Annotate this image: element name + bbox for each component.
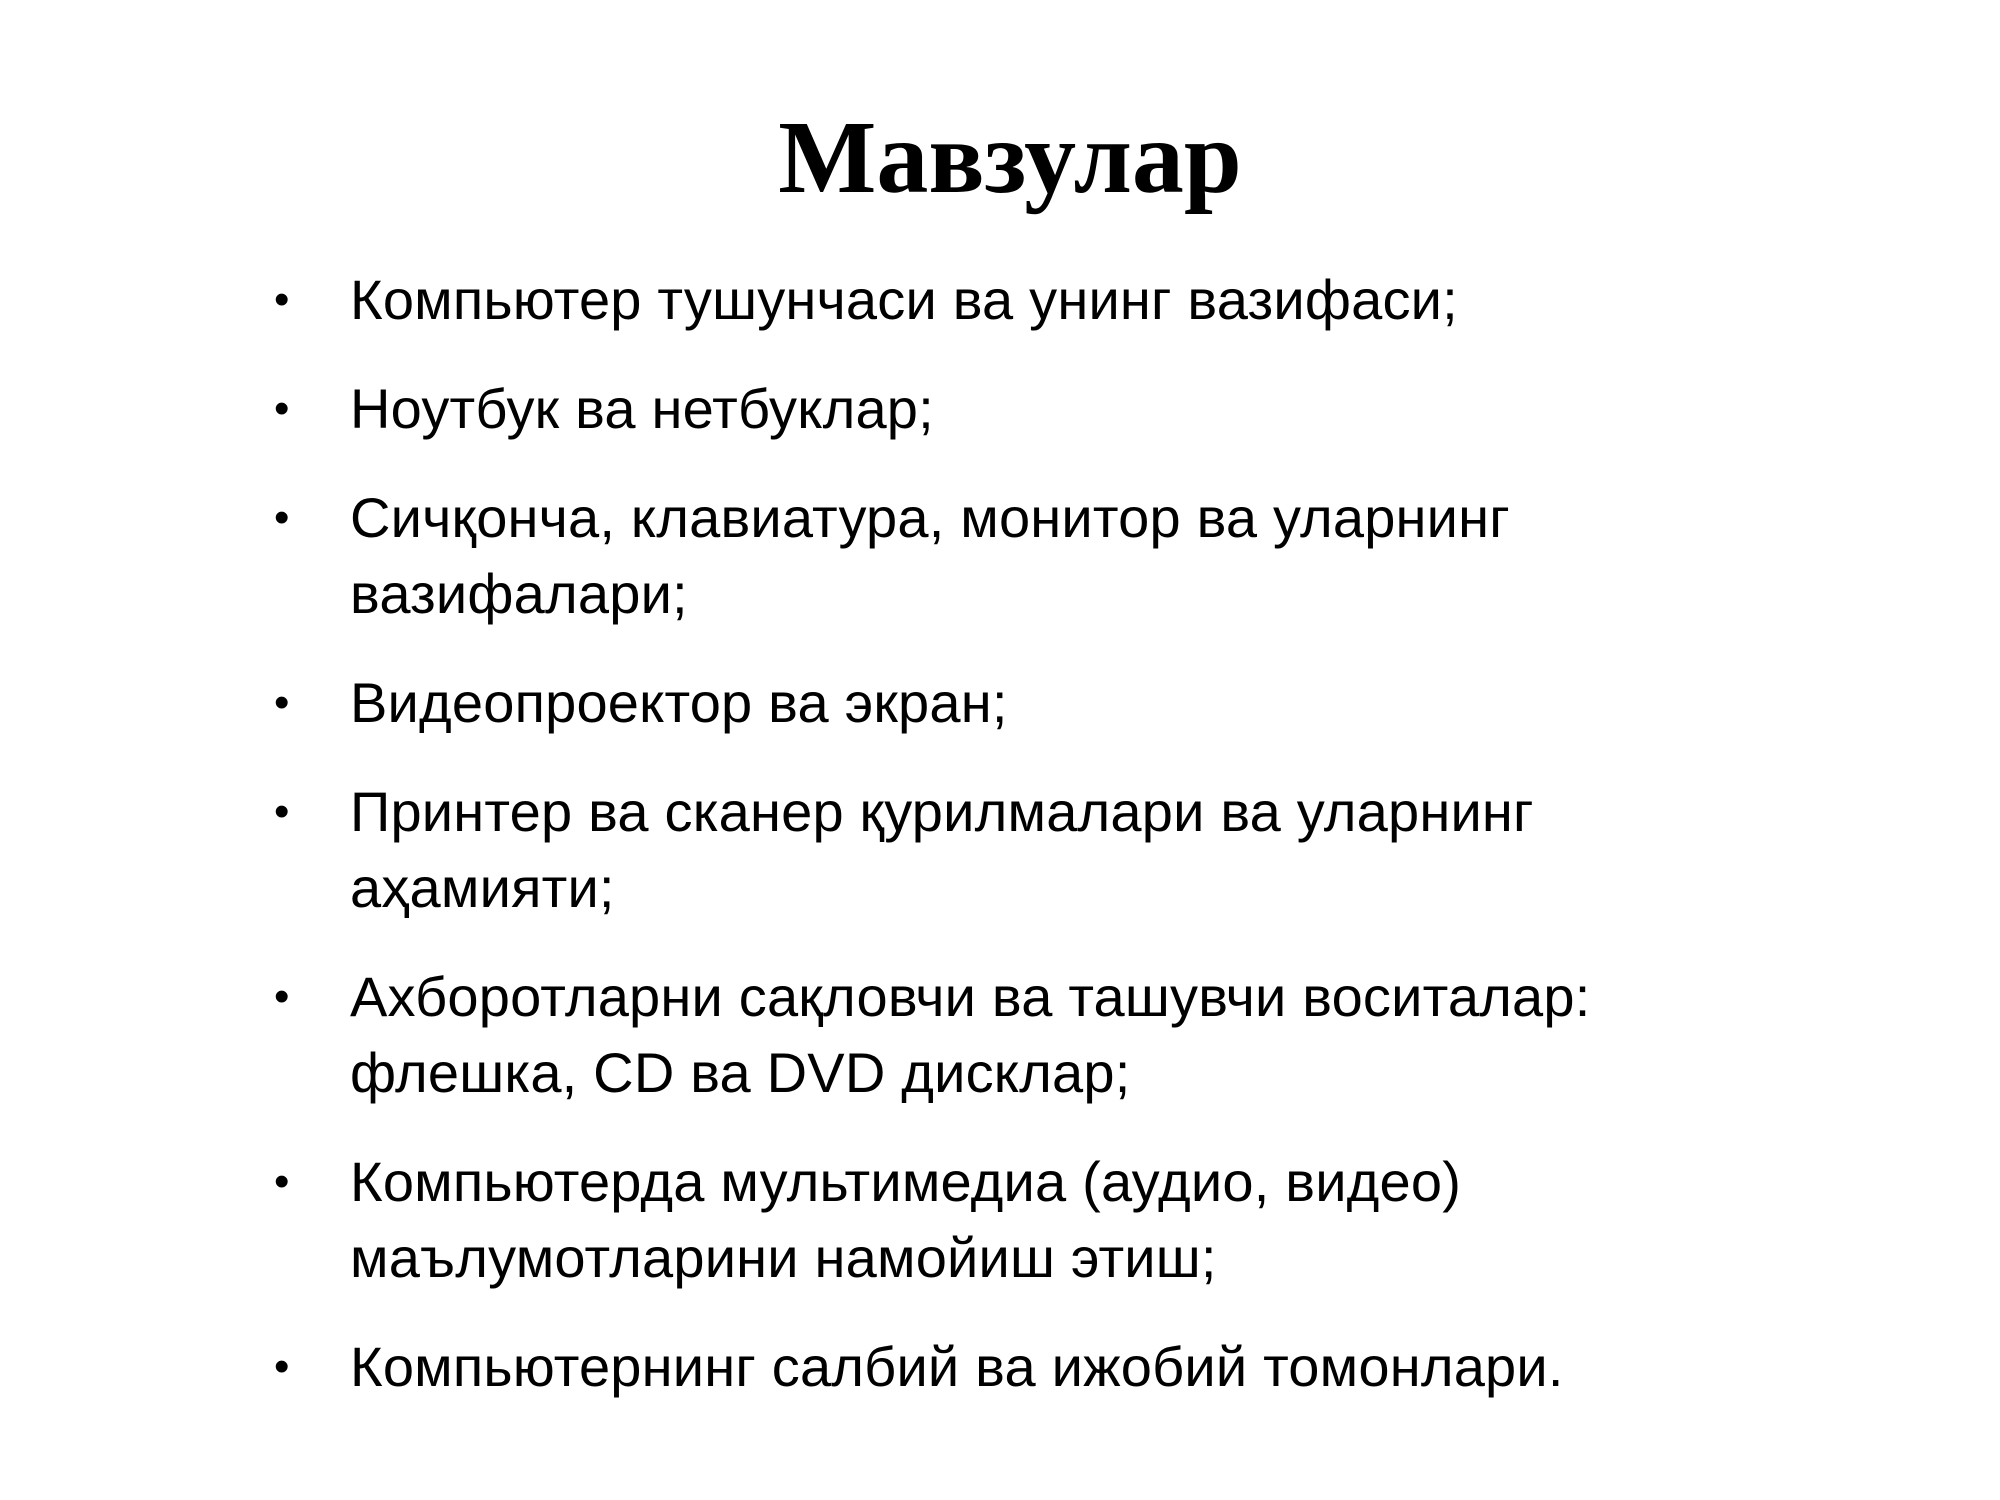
topic-text: Компьютернинг салбий ва ижобий томонлари. [350,1335,1564,1398]
bullet-icon: • [274,275,290,324]
slide-title: Мавзулар [778,100,1242,215]
topic-item [270,262,1750,338]
topic-item [270,480,1750,632]
topic-text: Ахборотларни сақловчи ва ташувчи воситалар: флешка, CD ва DVD дисклар; [350,965,1591,1104]
topic-text: Сичқонча, клавиатура, монитор ва уларнинг вазифалари; [350,486,1510,625]
bullet-icon: • [274,1157,290,1206]
topic-list [270,262,1750,1438]
bullet-icon: • [274,678,290,727]
topic-item [270,1144,1750,1296]
topic-item [270,371,1750,447]
bullet-icon: • [274,493,290,542]
topic-text: Видеопроектор ва экран; [350,671,1008,734]
bullet-icon: • [274,384,290,433]
topic-text: Компьютерда мультимедиа (аудио, видео) маълумотларини намойиш этиш; [350,1150,1462,1289]
bullet-icon: • [274,972,290,1021]
topic-text: Ноутбук ва нетбуклар; [350,377,934,440]
topic-item [270,665,1750,741]
topic-item [270,774,1750,926]
topic-text: Принтер ва сканер қурилмалари ва уларнинг аҳамияти; [350,780,1534,919]
topic-item [270,959,1750,1111]
bullet-icon: • [274,787,290,836]
topic-item [270,1329,1750,1405]
bullet-icon: • [274,1342,290,1391]
topic-text: Компьютер тушунчаси ва унинг вазифаси; [350,268,1458,331]
